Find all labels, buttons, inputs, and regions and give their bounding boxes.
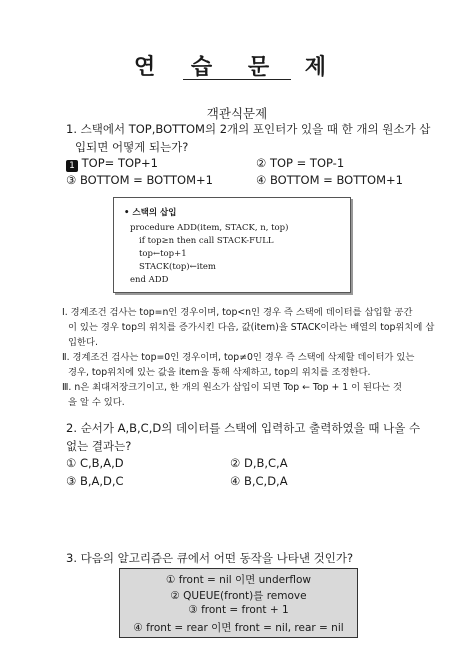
explanation-3-line1: Ⅲ. n은 최대저장크기이고, 한 개의 원소가 삽입이 되면 Top ← Top + 1 이 된다는 것 bbox=[62, 382, 402, 393]
q2-option-1 bbox=[66, 456, 124, 470]
explanation-1-line2: 이 있는 경우 top의 위치를 증가시킨 다음, 값(item)을 STACK이라는 배열의 top위치에 삽 bbox=[68, 322, 435, 333]
q1-option-2-mark: ② bbox=[256, 156, 267, 170]
q1-option-4-text: BOTTOM = BOTTOM+1 bbox=[269, 173, 403, 187]
q1-option-4 bbox=[256, 173, 403, 187]
stack-insert-code-box bbox=[113, 197, 351, 293]
q1-option-1-text: TOP= TOP+1 bbox=[81, 156, 158, 170]
algo-line-3: ③ front = front + 1 bbox=[188, 604, 289, 616]
algo-line-4: ④ front = rear 이면 front = nil, rear = nil bbox=[133, 622, 344, 634]
page-title: 연 습 문 제 bbox=[134, 55, 340, 80]
explanation-1-line1: Ⅰ. 경계조건 검사는 top=n인 경우이며, top<n인 경우 즉 스택에 데이터를 삽입할 공간 bbox=[62, 307, 413, 318]
q2-option-4 bbox=[230, 474, 288, 488]
q2-option-2 bbox=[230, 456, 288, 470]
explanation-2-line2: 경우, top위치에 있는 값을 item을 통해 삭제하고, top의 위치를 조정한다. bbox=[68, 367, 371, 378]
q2-option-3-mark: ③ bbox=[66, 474, 77, 488]
code-line-3: top←top+1 bbox=[139, 249, 187, 259]
q1-option-3-text: BOTTOM = BOTTOM+1 bbox=[79, 173, 213, 187]
code-line-4: STACK(top)←item bbox=[139, 262, 216, 272]
explanation-2-line1: Ⅱ. 경계조건 검사는 top=0인 경우이며, top≠0인 경우 즉 스택에 삭제할 데이터가 있는 bbox=[62, 352, 415, 363]
code-line-1: procedure ADD(item, STACK, n, top) bbox=[130, 223, 289, 233]
q3-text-line1: 3. 다음의 알고리즘은 큐에서 어떤 동작을 나타낸 것인가? bbox=[66, 551, 354, 565]
explanation-3-line2: 을 알 수 있다. bbox=[68, 397, 125, 408]
q2-option-3-text: B,A,D,C bbox=[79, 474, 124, 488]
q1-text-line1: 1. 스택에서 TOP,BOTTOM의 2개의 포인터가 있을 때 한 개의 원소가 삽 bbox=[66, 122, 431, 136]
q1-option-1 bbox=[66, 156, 158, 172]
algo-line-1: ① front = nil 이면 underflow bbox=[165, 574, 312, 586]
q2-option-1-text: C,B,A,D bbox=[79, 456, 124, 470]
filled-circle-1-icon: 1 bbox=[66, 160, 78, 172]
section-subtitle: 객관식문제 bbox=[206, 106, 268, 121]
q2-option-1-mark: ① bbox=[66, 456, 77, 470]
queue-algorithm-box bbox=[119, 568, 358, 638]
code-box-header: • 스택의 삽입 bbox=[124, 208, 177, 218]
code-line-2: if top≥n then call STACK-FULL bbox=[139, 236, 274, 246]
algo-line-2: ② QUEUE(front)를 remove bbox=[170, 590, 307, 602]
q1-option-3-mark: ③ bbox=[66, 173, 77, 187]
q2-option-2-text: D,B,C,A bbox=[243, 456, 288, 470]
q1-text-line2: 입되면 어떻게 되는가? bbox=[75, 140, 189, 154]
q1-option-4-mark: ④ bbox=[256, 173, 267, 187]
q2-option-4-mark: ④ bbox=[230, 474, 241, 488]
q2-option-4-text: B,C,D,A bbox=[243, 474, 288, 488]
q2-text-line1: 2. 순서가 A,B,C,D의 데이터를 스택에 입력하고 출력하였을 때 나올 수 bbox=[66, 421, 421, 435]
q1-option-2-text: TOP = TOP-1 bbox=[269, 156, 345, 170]
q1-option-3 bbox=[66, 173, 213, 187]
q2-option-3 bbox=[66, 474, 124, 488]
title-underline bbox=[183, 79, 291, 80]
q2-option-2-mark: ② bbox=[230, 456, 241, 470]
q2-text-line2: 없는 결과는? bbox=[66, 439, 132, 453]
code-line-5: end ADD bbox=[130, 275, 169, 285]
explanation-1-line3: 입한다. bbox=[68, 337, 98, 348]
q1-option-2 bbox=[256, 156, 344, 170]
